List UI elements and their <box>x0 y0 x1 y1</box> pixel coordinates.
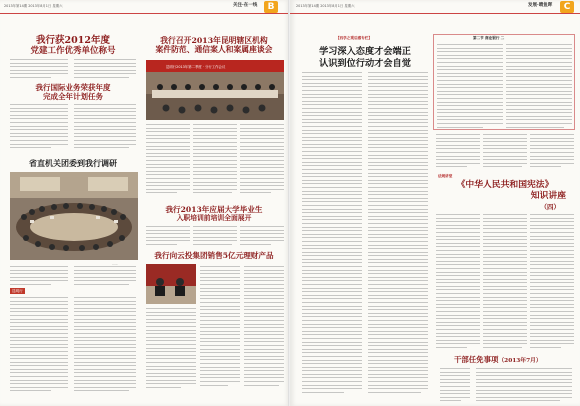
signing-ceremony-image <box>146 264 196 304</box>
left-article-7-col-c <box>244 266 284 400</box>
right-masthead <box>290 0 580 14</box>
right-headline-2-line1: 《中华人民共和国宪法》 <box>456 180 554 190</box>
conference-room-image <box>10 172 138 260</box>
left-masthead <box>0 0 290 14</box>
right-section-title: 发展·晴鱼晖 <box>528 3 553 8</box>
right-box-col-b <box>506 44 572 128</box>
left-article-2-col-b <box>74 104 136 154</box>
right-headline-2-line2: 知识讲座 <box>530 191 566 202</box>
left-headline-5-line1: 我行2013年应届大学毕业生 <box>165 205 263 214</box>
left-article-3-col-b <box>74 266 136 286</box>
left-article-5-col-b <box>193 124 237 204</box>
right-article-2-col-a <box>436 214 480 354</box>
left-meeting-photo-1 <box>10 172 138 260</box>
left-headline-6: 我行向云投集团销售5亿元理财产品 <box>154 251 274 260</box>
left-article-7-col-a <box>146 308 196 400</box>
right-headline-2 <box>436 180 574 211</box>
left-article-3-col-a <box>10 266 68 286</box>
left-red-tag: 昆明行 <box>12 289 23 293</box>
right-headline-3-main: 干部任免事项 <box>454 355 499 364</box>
left-meeting-photo-2 <box>146 60 284 120</box>
left-section-badge: B <box>264 1 278 13</box>
left-headline-4-line2: 案件防范、通信案人和案属座谈会 <box>155 44 273 54</box>
right-article-3-col-b <box>476 368 572 402</box>
left-photo-caption: …… <box>112 262 118 266</box>
right-page <box>290 0 580 406</box>
right-headline-3-date: （2013年7月） <box>498 358 542 364</box>
left-article-4-col-a <box>10 297 68 401</box>
left-article-5-col-c <box>240 124 284 204</box>
left-signing-photo <box>146 264 196 304</box>
left-article-6-col-c <box>240 226 284 250</box>
left-article-1-col-b <box>74 59 136 81</box>
left-article-2-col-a <box>10 104 68 154</box>
right-article-2-intro-c <box>530 134 574 172</box>
left-headline-1-line2: 党建工作优秀单位称号 <box>30 46 116 56</box>
left-article-5-col-a <box>146 124 190 204</box>
left-headline-2-line2: 完成全年计划任务 <box>43 91 103 101</box>
meeting-hall-image <box>146 60 284 120</box>
right-headline-1 <box>300 46 430 69</box>
left-headline-2-line1: 我行国际业务荣获年度 <box>35 83 111 92</box>
left-headline-4-line1: 我行召开2013年昆明辖区机构 <box>160 36 268 45</box>
right-box-col-a <box>437 44 503 128</box>
left-headline-2 <box>8 84 138 101</box>
right-headline-1-line1: 学习深入态度才会端正 <box>319 46 411 57</box>
right-article-2-intro-b <box>483 134 527 172</box>
left-article-7-col-b <box>200 266 240 400</box>
right-section-badge: C <box>560 1 574 13</box>
right-column-tag: 【四学之观后感专栏】 <box>336 36 372 40</box>
right-article-2-col-b <box>483 214 527 354</box>
left-headline-3: 省直机关团委到我行调研 <box>29 158 117 168</box>
right-law-label: 法规讲堂 <box>438 174 453 178</box>
left-article-6-col-b <box>193 226 237 250</box>
right-article-3-col-a <box>440 368 470 402</box>
right-headline-2-line3: （四） <box>540 202 560 211</box>
meeting-banner-text: 昆明行2013年第二季度 · 分行工作会议 <box>166 64 226 69</box>
left-headline-5 <box>142 206 286 223</box>
right-issue-date: 2013年第14期 2013年8月1日 星期六 <box>296 4 355 8</box>
left-issue-date: 2013年第14期 2013年8月1日 星期六 <box>4 4 63 8</box>
right-article-2-col-c <box>530 214 574 354</box>
right-article-1-col-a <box>302 72 362 398</box>
right-headline-3 <box>436 356 574 365</box>
right-article-2-intro <box>436 134 480 172</box>
left-article-1-col-a <box>10 59 68 81</box>
left-headline-1b <box>8 47 138 57</box>
right-article-1-col-b <box>368 72 428 398</box>
left-article-6-col-a <box>146 226 190 250</box>
left-article-4-col-b <box>74 297 136 401</box>
left-headline-4 <box>142 37 286 55</box>
right-box-label: 第二节 商业银行 二 <box>473 36 505 40</box>
right-headline-1-line2: 认识到位行动才会自觉 <box>319 57 411 69</box>
left-headline-1-line1: 我行获2012年度 <box>36 35 110 46</box>
left-section-title: 关注·在一线 <box>233 3 258 8</box>
left-headline-5-line2: 入职培训前培训全面展开 <box>176 213 252 222</box>
